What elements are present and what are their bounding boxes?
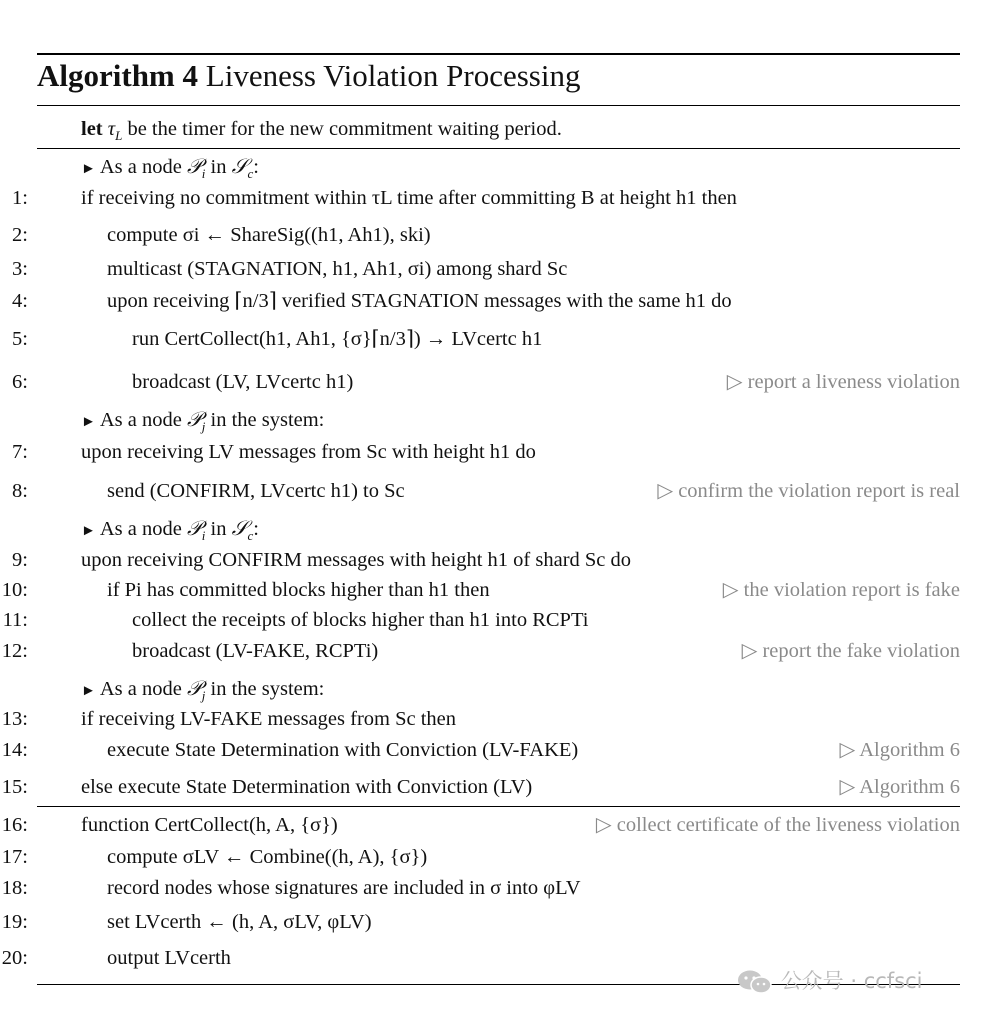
right-triangle-icon: ►	[81, 523, 96, 539]
section-header: ► As a node 𝒫$_i$ in 𝒮$_c$:	[81, 516, 259, 544]
line-number: 16:	[1, 814, 28, 836]
algorithm-name: Liveness Violation Processing	[205, 58, 581, 93]
section-header: ► As a node 𝒫$_j$ in the system:	[81, 676, 325, 704]
line-text: upon receiving CONFIRM messages with height h1 of shard Sc do	[81, 549, 632, 571]
algorithm-line-11	[0, 604, 960, 636]
algorithm-line-2	[0, 219, 960, 251]
line-number: 2:	[12, 224, 28, 246]
preamble-kw: let	[81, 118, 103, 140]
comment-triangle-icon: ▷	[595, 814, 612, 836]
line-text: collect the receipts of blocks higher than h1 into RCPTi	[132, 609, 589, 631]
preamble	[0, 113, 960, 145]
comment-triangle-icon: ▷	[657, 480, 674, 502]
line-number: 10:	[1, 579, 28, 601]
line-text: send (CONFIRM, LVcertc h1) to Sc	[107, 480, 405, 502]
line-text: upon receiving ⌈n/3⌉ verified STAGNATION messages with the same h1 do	[107, 290, 732, 312]
line-number: 8:	[12, 480, 28, 502]
watermark-text: 公众号 · ccfsci	[780, 969, 923, 993]
right-triangle-icon: ►	[81, 161, 96, 177]
right-triangle-icon: ►	[81, 683, 96, 699]
algorithm-line-12	[0, 635, 960, 667]
line-text: if receiving no commitment within τL time after committing B at height h1 then	[81, 187, 737, 209]
line-number: 13:	[1, 708, 28, 730]
line-comment: ▷ collect certificate of the liveness violation	[595, 814, 960, 836]
algorithm-line-6	[0, 366, 960, 398]
line-comment: ▷ the violation report is fake	[722, 579, 960, 601]
line-text: set LVcerth ← (h, A, σLV, φLV)	[107, 911, 372, 933]
line-text: function CertCollect(h, A, {σ})	[81, 814, 338, 836]
algorithm-line-7	[0, 436, 960, 468]
algorithm-label: Algorithm 4	[37, 58, 199, 93]
algorithm-line-1	[0, 182, 960, 214]
algorithm-line-13	[0, 703, 960, 735]
line-text: output LVcerth	[107, 947, 231, 969]
comment-triangle-icon: ▷	[726, 371, 743, 393]
function-rule	[37, 806, 960, 807]
line-number: 6:	[12, 371, 28, 393]
preamble-text: be the timer for the new commitment waiting period.	[127, 118, 562, 140]
title-rule	[37, 105, 960, 106]
section-header: ► As a node 𝒫$_i$ in 𝒮$_c$:	[81, 154, 259, 182]
line-number: 19:	[1, 911, 28, 933]
algorithm-line-19	[0, 906, 960, 938]
line-text: execute State Determination with Conviction (LV-FAKE)	[107, 739, 579, 761]
line-comment: ▷ confirm the violation report is real	[657, 480, 960, 502]
top-rule	[37, 53, 960, 55]
line-number: 9:	[12, 549, 28, 571]
comment-triangle-icon: ▷	[839, 776, 856, 798]
line-text: else execute State Determination with Conviction (LV)	[81, 776, 533, 798]
line-text: run CertCollect(h1, Ah1, {σ}⌈n/3⌉) → LVcertc h1	[132, 328, 543, 350]
section-header: ► As a node 𝒫$_j$ in the system:	[81, 407, 325, 435]
algorithm-line-18	[0, 872, 960, 904]
line-text: if Pi has committed blocks higher than h1 then	[107, 579, 490, 601]
line-number: 11:	[2, 609, 28, 631]
line-text: record nodes whose signatures are included in σ into φLV	[107, 877, 581, 899]
line-text: compute σi ← ShareSig((h1, Ah1), ski)	[107, 224, 431, 246]
algorithm-line-17	[0, 841, 960, 873]
comment-triangle-icon: ▷	[839, 739, 856, 761]
algorithm-line-5	[0, 323, 960, 355]
line-text: compute σLV ← Combine((h, A), {σ})	[107, 846, 428, 868]
line-comment: ▷ Algorithm 6	[839, 739, 960, 761]
preamble-sym: τ	[107, 118, 116, 140]
line-number: 15:	[1, 776, 28, 798]
algorithm-line-3	[0, 253, 960, 285]
algorithm-line-8	[0, 475, 960, 507]
line-text: upon receiving LV messages from Sc with height h1 do	[81, 441, 536, 463]
right-triangle-icon: ►	[81, 414, 96, 430]
line-number: 18:	[1, 877, 28, 899]
comment-triangle-icon: ▷	[741, 640, 758, 662]
line-comment: ▷ report the fake violation	[741, 640, 960, 662]
line-number: 20:	[1, 947, 28, 969]
wechat-icon	[736, 969, 774, 995]
line-text: if receiving LV-FAKE messages from Sc then	[81, 708, 457, 730]
line-number: 7:	[12, 441, 28, 463]
line-comment: ▷ Algorithm 6	[839, 776, 960, 798]
comment-triangle-icon: ▷	[722, 579, 739, 601]
algorithm-line-16	[0, 809, 960, 841]
line-number: 1:	[12, 187, 28, 209]
line-number: 3:	[12, 258, 28, 280]
algorithm-title	[37, 58, 580, 94]
line-text: broadcast (LV, LVcertc h1)	[132, 371, 354, 393]
line-number: 17:	[1, 846, 28, 868]
algorithm-line-15	[0, 771, 960, 803]
preamble-rule	[37, 148, 960, 149]
line-number: 5:	[12, 328, 28, 350]
line-number: 12:	[1, 640, 28, 662]
line-number: 4:	[12, 290, 28, 312]
algorithm-line-14	[0, 734, 960, 766]
algorithm-line-9	[0, 544, 960, 576]
line-text: multicast (STAGNATION, h1, Ah1, σi) among shard Sc	[107, 258, 568, 280]
line-number: 14:	[1, 739, 28, 761]
line-comment: ▷ report a liveness violation	[726, 371, 960, 393]
algorithm-line-4	[0, 285, 960, 317]
watermark	[736, 966, 923, 996]
line-text: broadcast (LV-FAKE, RCPTi)	[132, 640, 379, 662]
algorithm-line-10	[0, 574, 960, 606]
preamble-sub: L	[115, 128, 123, 144]
